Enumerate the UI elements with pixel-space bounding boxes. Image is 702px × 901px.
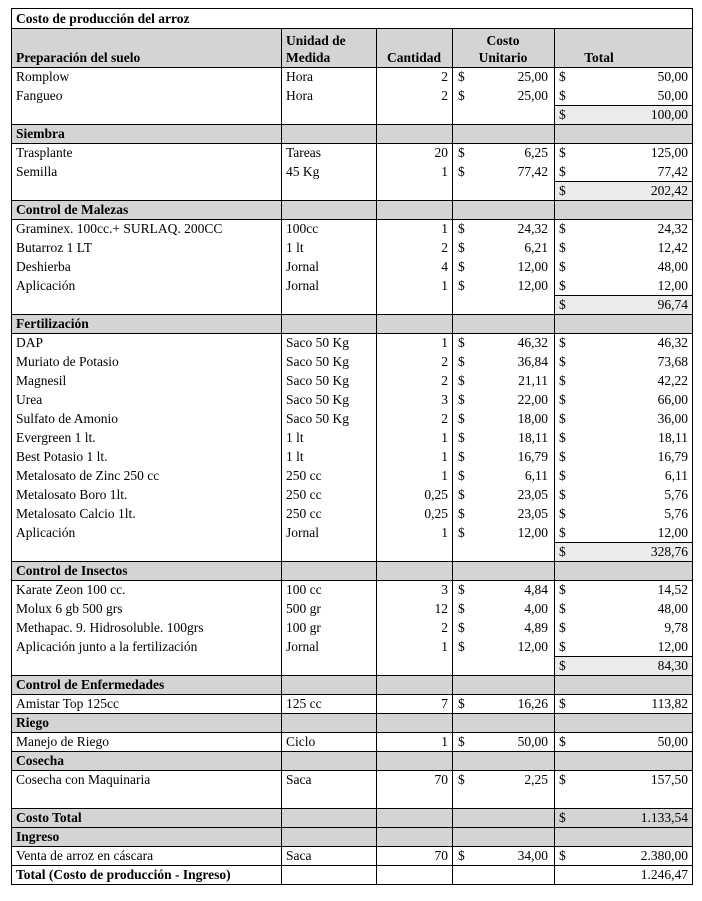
table-row-concept: Cosecha con Maquinaria xyxy=(16,772,151,787)
table-row-currency: $ xyxy=(559,278,566,293)
table-row-currency: $ xyxy=(559,145,566,160)
table-row-concept: Sulfato de Amonio xyxy=(16,411,118,426)
table-row-quantity: 2 xyxy=(441,411,448,426)
income-row-unit: Saca xyxy=(286,848,312,863)
table-row-total: 113,82 xyxy=(651,696,688,711)
header-border xyxy=(11,67,693,68)
table-border-top xyxy=(11,8,693,9)
table-row-concept: Evergreen 1 lt. xyxy=(16,430,96,445)
table-row-currency: $ xyxy=(458,696,465,711)
table-row-total: 50,00 xyxy=(657,88,688,103)
table-row-total: 18,11 xyxy=(658,430,688,445)
table-row-currency: $ xyxy=(559,506,566,521)
table-row-unit: Saco 50 Kg xyxy=(286,392,349,407)
table-row-currency: $ xyxy=(559,734,566,749)
table-row-unit: 100cc xyxy=(286,221,319,236)
table-row-concept: Butarroz 1 LT xyxy=(16,240,92,255)
table-row-concept: Magnesil xyxy=(16,373,67,388)
table-row-total: 66,00 xyxy=(657,392,688,407)
table-row-concept: Muriato de Potasio xyxy=(16,354,119,369)
table-row-unit: 45 Kg xyxy=(286,164,320,179)
table-row-total: 36,00 xyxy=(657,411,688,426)
table-row-currency: $ xyxy=(559,449,566,464)
table-row-quantity: 2 xyxy=(441,88,448,103)
table-row-unit: 250 cc xyxy=(286,506,322,521)
header-total: Total xyxy=(584,50,614,65)
table-row-unit-cost: 12,00 xyxy=(517,639,548,654)
table-row-total: 157,50 xyxy=(650,772,688,787)
table-row-total: 16,79 xyxy=(657,449,688,464)
table-row-unit-cost: 16,79 xyxy=(517,449,548,464)
table-row-concept: Metalosato Calcio 1lt. xyxy=(16,506,136,521)
header-quantity: Cantidad xyxy=(386,50,442,65)
table-row-unit: 1 lt xyxy=(286,430,304,445)
table-row-currency: $ xyxy=(458,487,465,502)
section-0-subtotal-currency: $ xyxy=(559,107,566,122)
table-row-total: 5,76 xyxy=(664,506,688,521)
section-0-subtotal: 100,00 xyxy=(650,107,688,122)
column-border xyxy=(452,28,453,884)
table-row-unit: Ciclo xyxy=(286,734,316,749)
income-row-currency: $ xyxy=(559,848,566,863)
table-row-concept: Semilla xyxy=(16,164,58,179)
table-row-total: 14,52 xyxy=(657,582,688,597)
table-border-left xyxy=(11,8,12,885)
table-row-quantity: 3 xyxy=(441,582,448,597)
table-row-currency: $ xyxy=(458,278,465,293)
table-row-quantity: 1 xyxy=(441,468,448,483)
table-row-unit-cost: 25,00 xyxy=(517,69,548,84)
table-row-concept: Manejo de Riego xyxy=(16,734,109,749)
section-3-title: Fertilización xyxy=(16,316,89,331)
table-row-currency: $ xyxy=(559,620,566,635)
header-unit: Unidad de xyxy=(286,33,346,48)
section-4-title: Control de Insectos xyxy=(16,563,128,578)
section-1-subtotal: 202,42 xyxy=(650,183,688,198)
table-row-currency: $ xyxy=(559,601,566,616)
table-row-quantity: 70 xyxy=(434,772,448,787)
column-border xyxy=(376,28,377,884)
table-border-right xyxy=(692,8,693,885)
table-row-unit: 100 cc xyxy=(286,582,322,597)
table-row-unit: 125 cc xyxy=(286,696,322,711)
table-row-unit-cost: 24,32 xyxy=(517,221,548,236)
table-row-unit-cost: 18,00 xyxy=(517,411,548,426)
section-1-title: Siembra xyxy=(16,126,65,141)
table-row-quantity: 1 xyxy=(441,335,448,350)
income-row-currency: $ xyxy=(458,848,465,863)
table-row-currency: $ xyxy=(559,582,566,597)
table-row-quantity: 1 xyxy=(441,639,448,654)
table-row-quantity: 2 xyxy=(441,354,448,369)
header-unit: Medida xyxy=(286,50,331,65)
table-row-concept: Amistar Top 125cc xyxy=(16,696,120,711)
table-row-currency: $ xyxy=(559,259,566,274)
section-3-subtotal: 328,76 xyxy=(650,544,688,559)
table-row-quantity: 1 xyxy=(441,734,448,749)
section-1-subtotal-currency: $ xyxy=(559,183,566,198)
table-row-total: 125,00 xyxy=(650,145,688,160)
table-row-unit: 250 cc xyxy=(286,487,322,502)
table-row-unit-cost: 6,25 xyxy=(524,145,548,160)
table-row-currency: $ xyxy=(559,221,566,236)
table-row-concept: Fangueo xyxy=(16,88,63,103)
table-row-total: 12,00 xyxy=(657,639,688,654)
header-unit-cost: Costo xyxy=(486,33,520,48)
table-title: Costo de producción del arroz xyxy=(16,11,190,26)
table-row-quantity: 0,25 xyxy=(424,506,448,521)
table-row-currency: $ xyxy=(559,411,566,426)
table-row-unit-cost: 4,84 xyxy=(524,582,548,597)
column-border xyxy=(281,28,282,884)
table-row-total: 46,32 xyxy=(657,335,688,350)
table-row-unit-cost: 12,00 xyxy=(517,278,548,293)
table-row-currency: $ xyxy=(559,240,566,255)
table-row-total: 50,00 xyxy=(657,734,688,749)
table-row-unit: 100 gr xyxy=(286,620,321,635)
table-row-concept: Aplicación junto a la fertilización xyxy=(16,639,198,654)
table-row-currency: $ xyxy=(458,525,465,540)
table-row-unit-cost: 12,00 xyxy=(517,525,548,540)
table-row-currency: $ xyxy=(559,69,566,84)
table-row-unit: Hora xyxy=(286,69,313,84)
table-row-currency: $ xyxy=(559,772,566,787)
table-row-currency: $ xyxy=(458,449,465,464)
table-row-unit: Saco 50 Kg xyxy=(286,373,349,388)
table-row-unit-cost: 50,00 xyxy=(517,734,548,749)
table-row-quantity: 20 xyxy=(434,145,448,160)
header-border xyxy=(11,28,693,29)
table-row-unit-cost: 18,11 xyxy=(518,430,548,445)
table-row-total: 73,68 xyxy=(657,354,688,369)
table-row-currency: $ xyxy=(559,392,566,407)
table-row-currency: $ xyxy=(458,335,465,350)
table-row-unit-cost: 77,42 xyxy=(517,164,548,179)
section-2-title: Control de Malezas xyxy=(16,202,129,217)
table-row-currency: $ xyxy=(559,468,566,483)
table-row-concept: Metalosato Boro 1lt. xyxy=(16,487,128,502)
table-row-currency: $ xyxy=(458,373,465,388)
table-row-concept: Graminex. 100cc.+ SURLAQ. 200CC xyxy=(16,221,223,236)
header-unit-cost: Unitario xyxy=(478,50,528,65)
table-row-currency: $ xyxy=(559,164,566,179)
table-row-total: 5,76 xyxy=(664,487,688,502)
final-total-value: 1.246,47 xyxy=(640,867,688,882)
table-border-bottom xyxy=(11,884,693,885)
table-row-total: 12,42 xyxy=(657,240,688,255)
section-5-title: Control de Enfermedades xyxy=(16,677,165,692)
table-row-unit-cost: 4,00 xyxy=(524,601,548,616)
table-row-unit: Tareas xyxy=(286,145,322,160)
income-row-unit-cost: 34,00 xyxy=(517,848,548,863)
table-row-currency: $ xyxy=(458,772,465,787)
table-row-currency: $ xyxy=(559,639,566,654)
table-row-quantity: 2 xyxy=(441,69,448,84)
table-row-unit-cost: 46,32 xyxy=(517,335,548,350)
income-row-total: 2.380,00 xyxy=(640,848,688,863)
table-row-unit-cost: 23,05 xyxy=(517,506,548,521)
table-row-total: 12,00 xyxy=(657,278,688,293)
column-border xyxy=(554,28,555,884)
income-row-quantity: 70 xyxy=(434,848,448,863)
table-row-unit: Saco 50 Kg xyxy=(286,411,349,426)
table-row-currency: $ xyxy=(559,88,566,103)
table-row-currency: $ xyxy=(559,354,566,369)
cost-total-currency: $ xyxy=(559,810,566,825)
header-concept: Preparación del suelo xyxy=(16,50,141,65)
table-row-quantity: 1 xyxy=(441,221,448,236)
cost-total-label: Costo Total xyxy=(16,810,82,825)
table-row-unit: Hora xyxy=(286,88,313,103)
section-2-subtotal: 96,74 xyxy=(657,297,688,312)
table-row-total: 12,00 xyxy=(657,525,688,540)
table-row-unit: Jornal xyxy=(286,278,319,293)
table-row-quantity: 12 xyxy=(434,601,448,616)
table-row-unit-cost: 23,05 xyxy=(517,487,548,502)
table-row-unit-cost: 16,26 xyxy=(517,696,548,711)
section-4-subtotal: 84,30 xyxy=(657,658,688,673)
table-row-total: 9,78 xyxy=(664,620,688,635)
table-row-unit: 1 lt xyxy=(286,449,304,464)
table-row-unit-cost: 12,00 xyxy=(517,259,548,274)
table-row-quantity: 2 xyxy=(441,240,448,255)
section-2-subtotal-currency: $ xyxy=(559,297,566,312)
table-row-currency: $ xyxy=(458,620,465,635)
table-row-concept: Trasplante xyxy=(16,145,73,160)
income-title: Ingreso xyxy=(16,829,60,844)
table-row-currency: $ xyxy=(458,639,465,654)
section-4-subtotal-currency: $ xyxy=(559,658,566,673)
table-row-quantity: 0,25 xyxy=(424,487,448,502)
table-row-total: 24,32 xyxy=(657,221,688,236)
table-row-concept: Deshierba xyxy=(16,259,71,274)
table-row-unit: 500 gr xyxy=(286,601,321,616)
table-row-currency: $ xyxy=(458,411,465,426)
table-row-unit-cost: 6,21 xyxy=(524,240,548,255)
table-row-currency: $ xyxy=(458,164,465,179)
table-row-currency: $ xyxy=(458,221,465,236)
table-row-quantity: 1 xyxy=(441,430,448,445)
table-row-quantity: 1 xyxy=(441,278,448,293)
table-row-currency: $ xyxy=(458,69,465,84)
table-row-unit-cost: 36,84 xyxy=(517,354,548,369)
table-row-concept: DAP xyxy=(16,335,44,350)
table-row-currency: $ xyxy=(458,240,465,255)
table-row-currency: $ xyxy=(458,354,465,369)
section-6-title: Riego xyxy=(16,715,49,730)
table-row-unit: 250 cc xyxy=(286,468,322,483)
table-row-unit: 1 lt xyxy=(286,240,304,255)
table-row-quantity: 2 xyxy=(441,373,448,388)
income-row-concept: Venta de arroz en cáscara xyxy=(16,848,154,863)
table-row-total: 6,11 xyxy=(664,468,688,483)
table-row-quantity: 1 xyxy=(441,449,448,464)
table-row-quantity: 7 xyxy=(441,696,448,711)
table-row-currency: $ xyxy=(458,734,465,749)
table-row-currency: $ xyxy=(458,468,465,483)
table-row-concept: Methapac. 9. Hidrosoluble. 100grs xyxy=(16,620,204,635)
table-row-currency: $ xyxy=(458,259,465,274)
table-row-currency: $ xyxy=(458,145,465,160)
table-row-unit-cost: 21,11 xyxy=(518,373,548,388)
table-row-unit: Jornal xyxy=(286,259,319,274)
table-row-unit-cost: 4,89 xyxy=(524,620,548,635)
table-row-unit-cost: 2,25 xyxy=(524,772,548,787)
table-row-currency: $ xyxy=(458,392,465,407)
table-row-concept: Urea xyxy=(16,392,43,407)
table-row-unit: Jornal xyxy=(286,639,319,654)
table-row-total: 48,00 xyxy=(657,259,688,274)
table-row-total: 48,00 xyxy=(657,601,688,616)
table-row-currency: $ xyxy=(559,335,566,350)
table-row-currency: $ xyxy=(458,430,465,445)
table-row-unit: Saco 50 Kg xyxy=(286,335,349,350)
table-row-unit: Saco 50 Kg xyxy=(286,354,349,369)
table-row-concept: Aplicación xyxy=(16,278,76,293)
table-row-unit: Jornal xyxy=(286,525,319,540)
table-row-currency: $ xyxy=(458,601,465,616)
table-row-concept: Karate Zeon 100 cc. xyxy=(16,582,126,597)
table-row-concept: Best Potasio 1 lt. xyxy=(16,449,108,464)
table-row-quantity: 1 xyxy=(441,525,448,540)
section-7-title: Cosecha xyxy=(16,753,64,768)
table-row-quantity: 3 xyxy=(441,392,448,407)
table-row-currency: $ xyxy=(458,506,465,521)
table-row-unit-cost: 22,00 xyxy=(517,392,548,407)
table-row-unit: Saca xyxy=(286,772,312,787)
table-row-concept: Romplow xyxy=(16,69,70,84)
table-row-currency: $ xyxy=(458,88,465,103)
table-row-currency: $ xyxy=(458,582,465,597)
table-row-currency: $ xyxy=(559,525,566,540)
table-row-quantity: 2 xyxy=(441,620,448,635)
table-row-concept: Aplicación xyxy=(16,525,76,540)
section-3-subtotal-currency: $ xyxy=(559,544,566,559)
table-row-currency: $ xyxy=(559,373,566,388)
table-row-concept: Metalosato de Zinc 250 cc xyxy=(16,468,160,483)
table-row-concept: Molux 6 gb 500 grs xyxy=(16,601,123,616)
table-row-currency: $ xyxy=(559,430,566,445)
table-row-total: 77,42 xyxy=(657,164,688,179)
table-row-total: 50,00 xyxy=(657,69,688,84)
table-row-total: 42,22 xyxy=(657,373,688,388)
table-row-currency: $ xyxy=(559,696,566,711)
table-row-unit-cost: 6,11 xyxy=(524,468,548,483)
table-row-currency: $ xyxy=(559,487,566,502)
table-row-quantity: 1 xyxy=(441,164,448,179)
final-total-label: Total (Costo de producción - Ingreso) xyxy=(16,867,231,882)
table-row-quantity: 4 xyxy=(441,259,448,274)
cost-total-value: 1.133,54 xyxy=(640,810,688,825)
table-row-unit-cost: 25,00 xyxy=(517,88,548,103)
